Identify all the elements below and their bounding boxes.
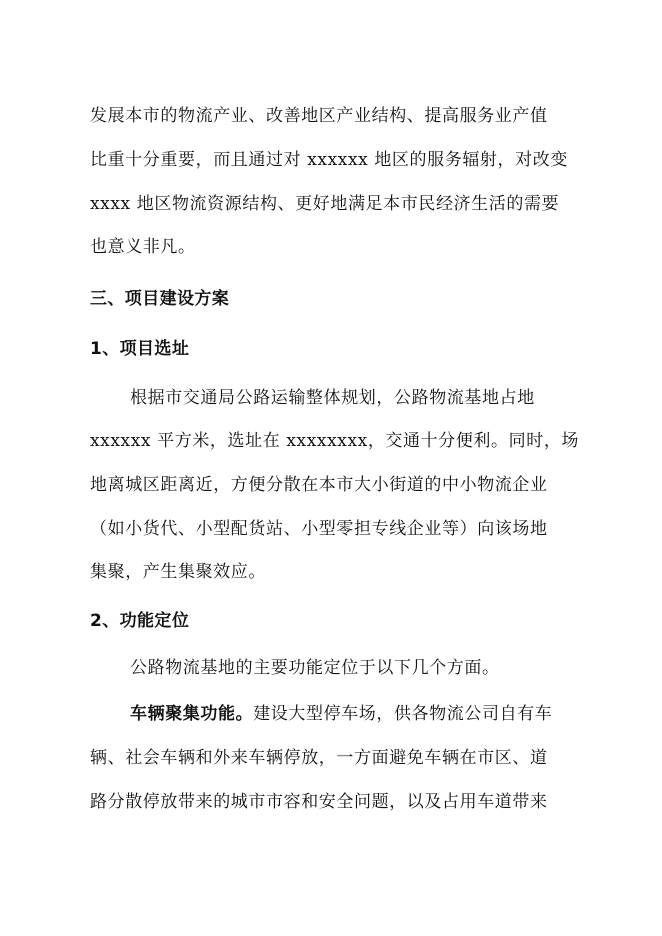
paragraph-line: 集聚，产生集聚效应。 (90, 562, 266, 582)
paragraph-line: 根据市交通局公路运输整体规划，公路物流基地占地 (130, 388, 535, 408)
paragraph-line: 发展本市的物流产业、改善地区产业结构、提高服务业产值 (90, 106, 548, 126)
paragraph-line: xxxx 地区物流资源结构、更好地满足本市民经济生活的需要 (90, 194, 560, 214)
paragraph-line: 辆、社会车辆和外来车辆停放，一方面避免车辆在市区、道 (90, 748, 548, 768)
subsection-heading: 1、项目选址 (90, 339, 190, 359)
paragraph-line: 路分散停放带来的城市市容和安全问题，以及占用车道带来 (90, 792, 548, 812)
paragraph-line (130, 701, 570, 727)
paragraph-line: 比重十分重要，而且通过对 xxxxxx 地区的服务辐射，对改变 (90, 150, 568, 170)
subsection-heading: 2、功能定位 (90, 611, 190, 631)
paragraph-text: 建设大型停车场，供各物流公司自有车 (253, 704, 553, 724)
paragraph-line: 地离城区距离近，方便分散在本市大小街道的中小物流企业 (90, 475, 548, 495)
paragraph-line: 也意义非凡。 (90, 237, 196, 257)
paragraph-line: （如小货代、小型配货站、小型零担专线企业等）向该场地 (90, 519, 548, 539)
bold-lead-phrase: 车辆聚集功能。 (130, 704, 254, 724)
paragraph-line: xxxxxx 平方米，选址在 xxxxxxxx，交通十分便利。同时，场 (90, 431, 580, 451)
paragraph-line: 公路物流基地的主要功能定位于以下几个方面。 (130, 658, 500, 678)
section-heading: 三、项目建设方案 (90, 289, 230, 309)
